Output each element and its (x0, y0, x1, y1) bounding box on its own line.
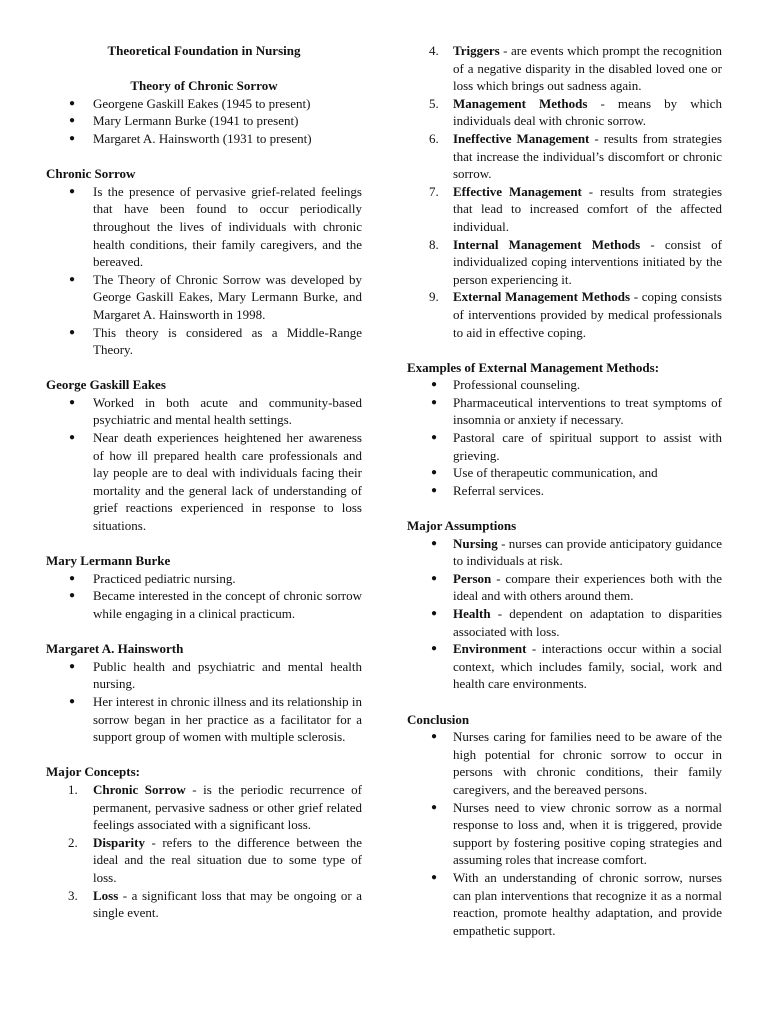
document-title: Theoretical Foundation in Nursing (107, 43, 301, 58)
list-item: ● Nurses caring for families need to be aware of the high potential for chronic sorrow to occur in persons with chronic conditions, their family caregivers, and the bereaved persons. (407, 728, 722, 798)
chronic-sorrow-section (46, 165, 362, 359)
hainsworth-section (46, 640, 362, 746)
right-column (407, 42, 722, 939)
concept-desc: - a significant loss that may be ongoing or a single event. (93, 887, 362, 921)
concept-desc: - coping consists of interventions provided by medical professionals to aid in effective coping. (453, 289, 722, 340)
conclusion-section (407, 711, 722, 940)
concept-term: Management Methods (453, 95, 588, 111)
concept-item (46, 781, 362, 834)
list-item: ● Practiced pediatric nursing. (46, 570, 362, 588)
section-heading: Mary Lermann Burke (46, 553, 171, 569)
assumption-desc: - nurses can provide anticipatory guidance to individuals at risk. (453, 535, 722, 569)
list-number: 1. (68, 781, 78, 797)
assumption-term: Person (453, 570, 492, 586)
section-heading: Conclusion (407, 711, 470, 727)
list-item: ● Pastoral care of spiritual support to assist with grieving. (407, 429, 722, 464)
list-item: ● Is the presence of pervasive grief-related feelings that have been found to occur periodically throughout the lives of individuals with chronic health conditions, their family caregivers, and the bereaved. (46, 183, 362, 271)
concept-term: Internal Management Methods (453, 236, 641, 252)
concept-item (407, 130, 722, 183)
list-number: 2. (68, 834, 78, 850)
concept-term: Chronic Sorrow (93, 781, 186, 797)
list-number: 4. (429, 43, 439, 58)
assumption-item (407, 605, 722, 640)
list-item: ● Referral services. (407, 482, 722, 500)
assumption-desc: - interactions occur within a social context, which includes family, social, work and health care environments. (453, 641, 722, 692)
list-number: 6. (429, 130, 439, 146)
list-item: ● The Theory of Chronic Sorrow was developed by George Gaskill Eakes, Mary Lermann Burke, and Margaret A. Hainsworth in 1998. (46, 271, 362, 324)
list-item: ● Became interested in the concept of chronic sorrow while engaging in a clinical practicum. (46, 587, 362, 622)
concept-desc: - is the periodic recurrence of permanent, pervasive sadness or other grief related feelings associated with a significant loss. (93, 781, 362, 833)
concept-item (407, 95, 722, 130)
list-number: 9. (429, 289, 439, 305)
concept-item (46, 834, 362, 887)
list-item: ● Public health and psychiatric and mental health nursing. (46, 658, 362, 693)
list-item: ● Nurses need to view chronic sorrow as a normal response to loss and, when it is triggered, provide support by fostering positive coping strategies and assuming roles that increase comfort. (407, 799, 722, 869)
concept-item (407, 42, 722, 95)
section-heading: Examples of External Management Methods: (407, 359, 660, 375)
concept-item (407, 288, 722, 341)
concept-desc: - are events which prompt the recognition of a negative disparity in the disabled loved one or loss which brings out sadness again. (453, 43, 722, 94)
assumption-item (407, 570, 722, 605)
theory-title: Theory of Chronic Sorrow (130, 78, 278, 94)
left-column (46, 42, 362, 922)
concept-desc: - results from strategies that lead to increased comfort of the affected individual. (453, 183, 722, 234)
concept-desc: - consist of individualized coping interventions initiated by the person experiencing it. (453, 236, 722, 287)
concept-desc: - means by which individuals deal with chronic sorrow. (453, 95, 722, 129)
list-item: ● Georgene Gaskill Eakes (1945 to present) (46, 95, 362, 113)
list-item: ● Near death experiences heightened her awareness of how ill prepared health care professionals and lay people are to deal with individuals facing their mortality and the general lack of understanding of grief reactions experienced in response to loss situations. (46, 429, 362, 535)
external-examples-section (407, 359, 722, 500)
list-item: ● Pharmaceutical interventions to treat symptoms of insomnia or anxiety if necessary. (407, 394, 722, 429)
assumption-term: Health (453, 606, 491, 621)
author-list (46, 95, 362, 148)
assumption-term: Nursing (453, 535, 498, 551)
section-heading: Margaret A. Hainsworth (46, 641, 184, 657)
major-assumptions-section (407, 517, 722, 693)
concept-desc: - refers to the difference between the ideal and the real situation due to some type of loss. (93, 834, 362, 885)
list-number: 8. (429, 236, 439, 252)
assumption-desc: - compare their experiences both with the ideal and with others around them. (453, 570, 722, 604)
concept-item (46, 887, 362, 922)
eakes-section (46, 376, 362, 534)
list-item: ● Mary Lermann Burke (1941 to present) (46, 112, 362, 130)
burke-section (46, 552, 362, 622)
concept-term: Ineffective Management (453, 130, 590, 146)
concept-term: External Management Methods (453, 289, 631, 305)
list-number: 5. (429, 95, 439, 111)
list-number: 3. (68, 887, 78, 903)
assumption-term: Environment (453, 641, 527, 657)
concept-term: Disparity (93, 834, 145, 850)
major-concepts-continued (407, 42, 722, 341)
list-item: ● Her interest in chronic illness and its relationship in sorrow began in her practice as a facilitator for a support group of women with multiple sclerosis. (46, 693, 362, 746)
concept-term: Effective Management (453, 183, 582, 199)
concept-item (407, 183, 722, 236)
section-heading: Chronic Sorrow (46, 166, 136, 182)
list-number: 7. (429, 183, 439, 199)
concept-desc: - results from strategies that increase the individual’s discomfort or chronic sorrow. (453, 130, 722, 182)
list-item: ● With an understanding of chronic sorrow, nurses can plan interventions that recognize it as a normal reaction, promote healthy adaptation, and provide empathetic support. (407, 869, 722, 939)
major-concepts-section (46, 763, 362, 921)
list-item: ● Professional counseling. (407, 376, 722, 394)
list-item: ● Worked in both acute and community-based psychiatric and mental health settings. (46, 394, 362, 429)
list-item: ● This theory is considered as a Middle-Range Theory. (46, 324, 362, 359)
concept-term: Loss (93, 887, 119, 903)
list-item: ● Margaret A. Hainsworth (1931 to present) (46, 130, 362, 148)
concept-term: Triggers (453, 43, 500, 58)
section-heading: Major Assumptions (407, 518, 517, 534)
section-heading: George Gaskill Eakes (46, 377, 166, 393)
list-item: ● Use of therapeutic communication, and (407, 464, 722, 482)
assumption-item (407, 640, 722, 693)
assumption-item (407, 535, 722, 570)
assumption-desc: - dependent on adaptation to disparities associated with loss. (453, 606, 722, 639)
concept-item (407, 236, 722, 289)
section-heading: Major Concepts: (46, 764, 140, 780)
